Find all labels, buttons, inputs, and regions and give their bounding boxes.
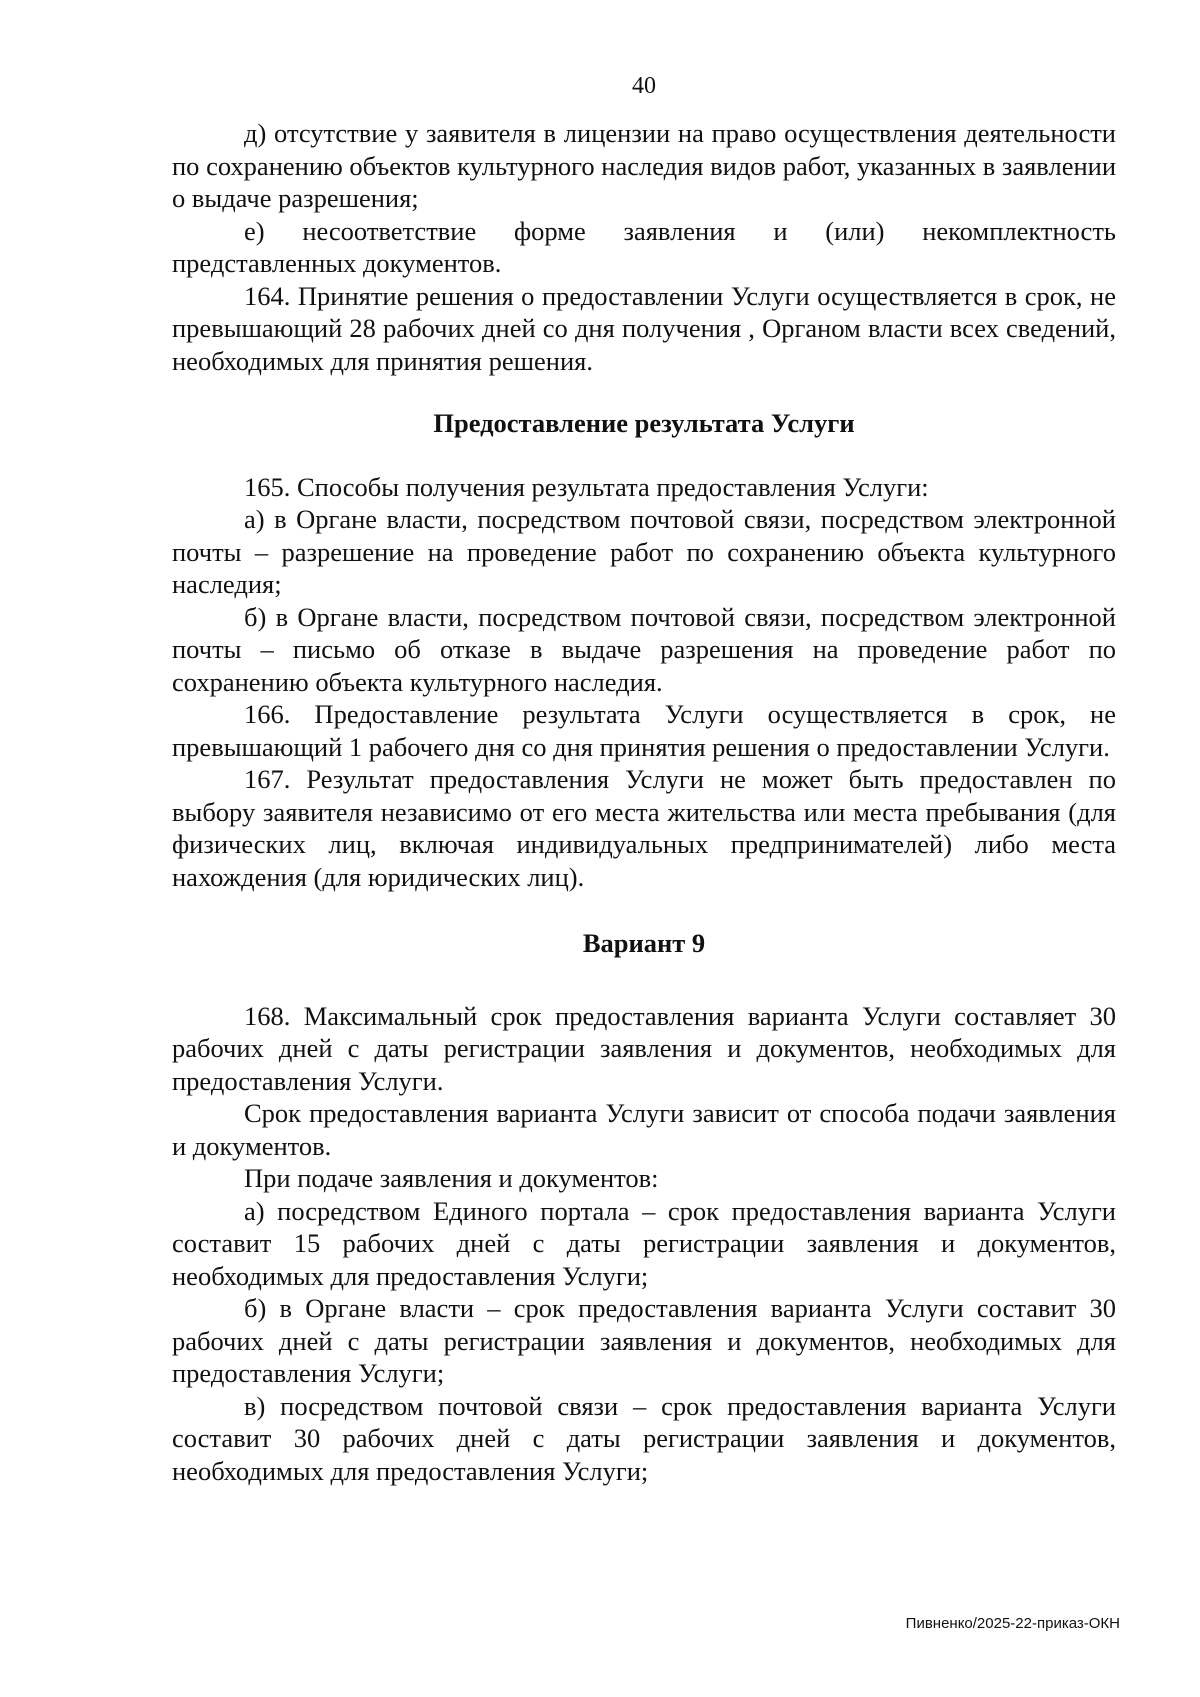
paragraph-d-license: д) отсутствие у заявителя в лицензии на право осуществления деятельности по сохранению объектов культурного наследия видов работ, указанных в заявлении о выдаче разрешения; bbox=[172, 118, 1116, 213]
section-heading-result: Предоставление результата Услуги bbox=[433, 408, 855, 438]
paragraph-submission-a: а) посредством Единого портала – срок предоставления варианта Услуги составит 15 рабочих дней с даты регистрации заявления и документов, необходимых для предоставления Услуги; bbox=[172, 1195, 1116, 1291]
paragraph-submission: При подаче заявления и документов: bbox=[244, 1163, 659, 1193]
paragraph-164: 164. Принятие решения о предоставлении Услуги осуществляется в срок, не превышающий 28 рабочих дней со дня получения , Органом власти всех сведений, необходимых для принятия решения. bbox=[172, 280, 1116, 376]
paragraph-submission-c: в) посредством почтовой связи – срок предоставления варианта Услуги составит 30 рабочих дней с даты регистрации заявления и документов, необходимых для предоставления Услуги; bbox=[172, 1390, 1116, 1486]
paragraph-e-form: е) несоответствие форме заявления и (или) некомплектность представленных документов. bbox=[172, 215, 1116, 278]
paragraph-term-depends: Срок предоставления варианта Услуги зависит от способа подачи заявления и документов. bbox=[172, 1098, 1116, 1161]
paragraph-165-b: б) в Органе власти, посредством почтовой связи, посредством электронной почты – письмо об отказе в выдаче разрешения на проведение работ по сохранению объекта культурного наследия. bbox=[172, 601, 1116, 697]
document-body bbox=[172, 117, 1116, 1487]
paragraph-168: 168. Максимальный срок предоставления варианта Услуги составляет 30 рабочих дней с даты регистрации заявления и документов, необходимых для предоставления Услуги. bbox=[172, 1000, 1116, 1096]
document-footer-code: Пивненко/2025-22-приказ-ОКН bbox=[905, 1615, 1120, 1632]
paragraph-165-a: а) в Органе власти, посредством почтовой связи, посредством электронной почты – разрешение на проведение работ по сохранению объекта культурного наследия; bbox=[172, 504, 1116, 599]
page-number: 40 bbox=[632, 73, 656, 99]
paragraph-166: 166. Предоставление результата Услуги осуществляется в срок, не превышающий 1 рабочего дня со дня принятия решения о предоставлении Услуги. bbox=[172, 699, 1116, 762]
section-heading-variant-9: Вариант 9 bbox=[582, 928, 706, 958]
paragraph-165: 165. Способы получения результата предоставления Услуги: bbox=[244, 471, 929, 502]
paragraph-167: 167. Результат предоставления Услуги не может быть предоставлен по выбору заявителя независимо от его места жительства или места пребывания (для физических лиц, включая индивидуальных предпринимателей) либо места нахождения (для юридических лиц). bbox=[172, 764, 1116, 892]
paragraph-submission-b: б) в Органе власти – срок предоставления варианта Услуги составит 30 рабочих дней с даты регистрации заявления и документов, необходимых для предоставления Услуги; bbox=[172, 1293, 1116, 1388]
